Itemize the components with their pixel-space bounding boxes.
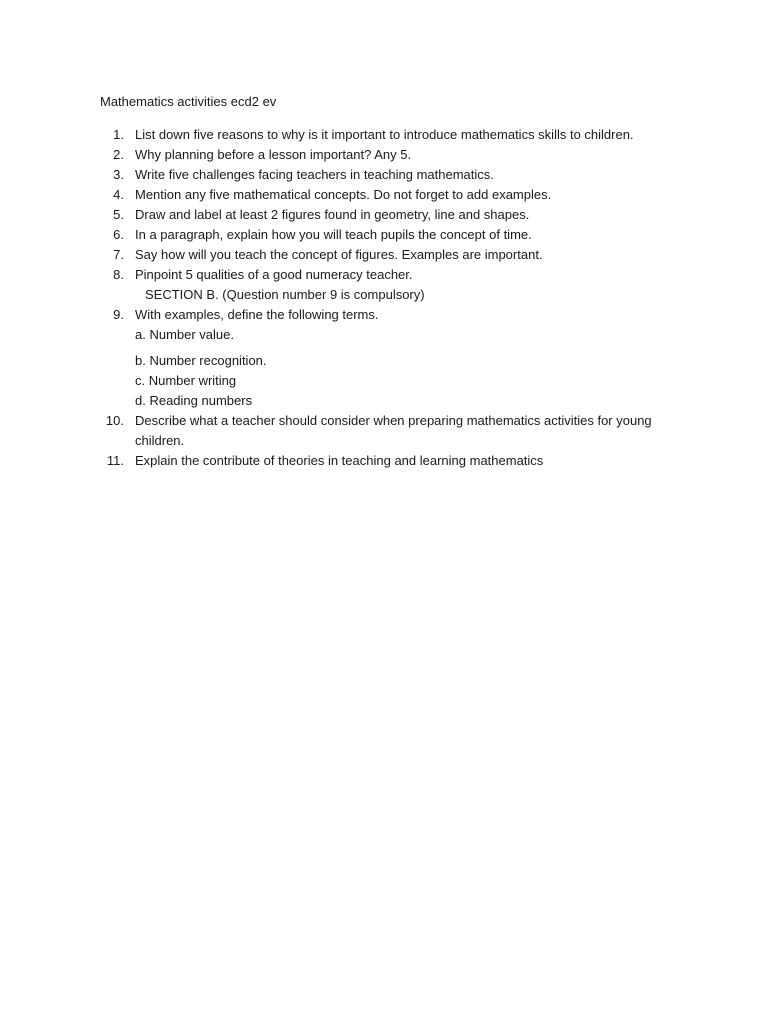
sub-question: c. Number writing [135,373,237,388]
question-text: Pinpoint 5 qualities of a good numeracy teacher. [135,267,413,282]
question-text: Draw and label at least 2 figures found in geometry, line and shapes. [135,207,530,222]
section-heading: SECTION B. (Question number 9 is compulsory) [145,287,425,302]
sub-question: d. Reading numbers [135,393,253,408]
question-number: 8. [113,267,124,282]
question-number: 2. [113,147,124,162]
question-text-continuation: children. [135,433,185,448]
question-text: List down five reasons to why is it important to introduce mathematics skills to children. [135,127,634,142]
question-number: 4. [113,187,124,202]
question-number: 11. [106,453,124,468]
question-number: 9. [113,307,124,322]
question-text: In a paragraph, explain how you will teach pupils the concept of time. [135,227,532,242]
question-number: 5. [113,207,124,222]
question-number: 10. [105,413,124,428]
question-text: With examples, define the following terms. [135,307,379,322]
sub-question: b. Number recognition. [135,353,267,368]
question-text: Why planning before a lesson important? Any 5. [135,147,412,162]
question-number: 3. [113,167,124,182]
question-number: 7. [113,247,124,262]
question-text: Explain the contribute of theories in teaching and learning mathematics [135,453,544,468]
question-number: 1. [113,127,124,142]
question-text: Write five challenges facing teachers in teaching mathematics. [135,167,494,182]
sub-question: a. Number value. [135,327,234,342]
question-number: 6. [113,227,124,242]
question-text: Say how will you teach the concept of figures. Examples are important. [135,247,543,262]
document-title: Mathematics activities ecd2 ev [100,94,277,109]
question-text: Describe what a teacher should consider when preparing mathematics activities for young [135,413,652,428]
question-text: Mention any five mathematical concepts. Do not forget to add examples. [135,187,552,202]
